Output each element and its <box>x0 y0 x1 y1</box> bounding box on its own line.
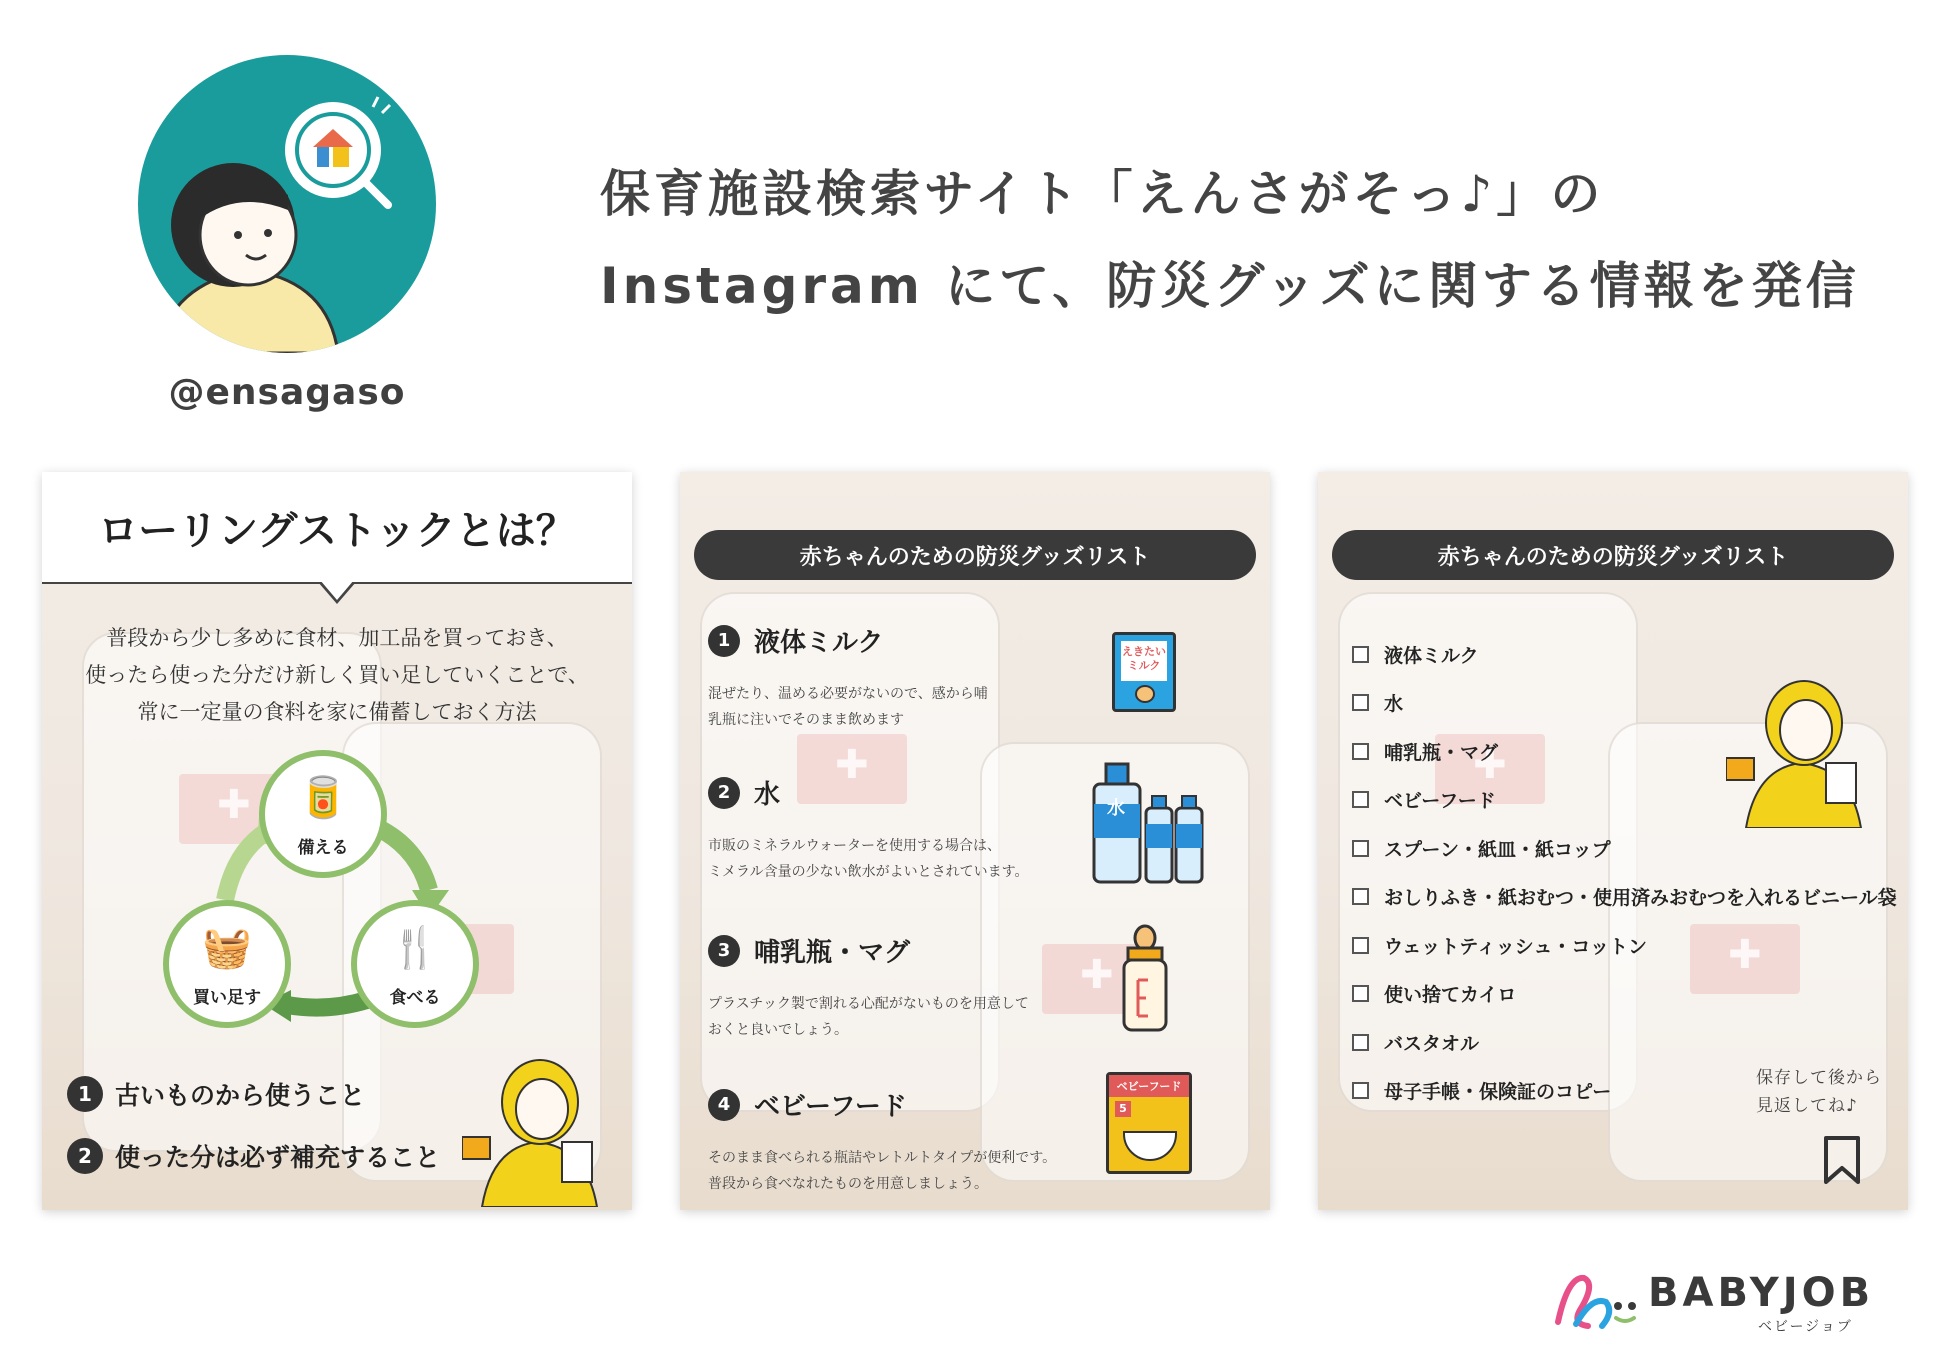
card-rolling-stock[interactable] <box>42 472 632 1210</box>
headline-line-2: Instagram にて、防災グッズに関する情報を発信 <box>600 257 1860 315</box>
checklist-item[interactable]: ベビーフード <box>1352 776 1897 825</box>
headline-line-1: 保育施設検索サイト「えんさがそっ♪」の <box>600 165 1605 223</box>
cycle-node-stock: 🥫 備える <box>259 750 387 878</box>
list-banner: 赤ちゃんのための防災グッズリスト <box>1332 530 1894 580</box>
goods-item: 2 水 市販のミネラルウォーターを使用する場合は、 ミメラル含量の少ない飲水がよいとされています。 <box>708 774 1128 885</box>
checkbox[interactable] <box>1352 840 1369 857</box>
bookmark-icon[interactable] <box>1822 1136 1862 1184</box>
headline <box>600 148 1880 332</box>
logo-text: BABYJOB <box>1648 1270 1875 1316</box>
checklist-item[interactable]: バスタオル <box>1352 1018 1897 1067</box>
goods-item: 4 ベビーフード そのまま食べられる瓶詰やレトルトタイプが便利です。 普段から食べなれたものを用意しましょう。 <box>708 1086 1128 1197</box>
woman-holding-food-icon <box>1726 668 1876 828</box>
save-note: 保存して後から 見返してね♪ <box>1756 1068 1882 1116</box>
checklist-item[interactable]: 液体ミルク <box>1352 630 1897 679</box>
title-pointer <box>318 582 356 604</box>
babyjob-mark-icon <box>1548 1266 1648 1338</box>
checklist-item[interactable]: 使い捨てカイロ <box>1352 970 1897 1019</box>
woman-holding-food-icon <box>462 1047 612 1207</box>
checklist-item[interactable]: 哺乳瓶・マグ <box>1352 727 1897 776</box>
cycle-node-eat: 🍴 食べる <box>351 900 479 1028</box>
checkbox[interactable] <box>1352 1082 1369 1099</box>
avatar-illustration-icon <box>138 55 436 353</box>
goods-item: 1 液体ミルク 混ぜたり、温める必要がないので、感から哺 乳瓶に注いでそのまま飲めます <box>708 622 1128 733</box>
canned-food-icon: 🥫 <box>298 775 348 821</box>
shopping-basket-icon: 🧺 <box>202 925 252 971</box>
checklist-item[interactable]: ウェットティッシュ・コットン <box>1352 921 1897 970</box>
profile-avatar[interactable] <box>138 55 436 353</box>
card-description: 普段から少し多めに食材、加工品を買っておき、 使ったら使った分だけ新しく買い足していくことで、 常に一定量の食料を家に備蓄しておく方法 <box>85 626 589 724</box>
baby-bottle-icon <box>1118 924 1172 1034</box>
water-bottles-icon <box>1088 758 1208 884</box>
checkbox[interactable] <box>1352 1034 1369 1051</box>
logo-subtext: ベビージョブ <box>1758 1319 1853 1335</box>
babyjob-logo <box>1548 1266 1878 1338</box>
checkbox[interactable] <box>1352 985 1369 1002</box>
liquid-milk-icon: えきたい ミルク <box>1112 632 1176 712</box>
checkbox[interactable] <box>1352 646 1369 663</box>
list-banner: 赤ちゃんのための防災グッズリスト <box>694 530 1256 580</box>
goods-item: 3 哺乳瓶・マグ プラスチック製で割れる心配がないものを用意して おくと良いでしょう。 <box>708 932 1128 1043</box>
checklist-item[interactable]: スプーン・紙皿・紙コップ <box>1352 824 1897 873</box>
card-checklist[interactable] <box>1318 472 1908 1210</box>
rolling-stock-cycle <box>167 750 487 1040</box>
spoon-fork-icon: 🍴 <box>390 925 440 971</box>
checkbox[interactable] <box>1352 937 1369 954</box>
checkbox[interactable] <box>1352 694 1369 711</box>
checkbox[interactable] <box>1352 888 1369 905</box>
instagram-handle[interactable]: @ensagaso <box>168 372 406 413</box>
checklist-item[interactable]: 水 <box>1352 679 1897 728</box>
baby-food-icon: ベビーフード 5 <box>1106 1072 1192 1174</box>
checkbox[interactable] <box>1352 743 1369 760</box>
checklist-item[interactable]: おしりふき・紙おむつ・使用済みおむつを入れるビニール袋 <box>1352 873 1897 922</box>
checklist-item[interactable]: 母子手帳・保険証のコピー <box>1352 1067 1897 1116</box>
card-title: ローリングストックとは？ <box>42 472 632 584</box>
rule-item: 1 古いものから使うこと <box>67 1076 365 1112</box>
card-goods-detail[interactable]: ✚ ✚ 赤ちゃんのための防災グッズリスト 1 液体ミルク 混ぜたり、温める必要がないので、感から哺 乳瓶に注いでそのまま飲めます 2 水 市販のミネラルウォーターを使用する場合は、 ミメラル含量の少ない飲水がよいとされています。 3 哺乳瓶・マグ プラスチック製で割れる心配がないものを用意して おくと良いでしょう。 4 ベビーフード そのまま食べられる瓶詰やレトルトタイプが便利です。 普段から食べなれたものを用意しましょう。 えきたい ミルク 水 ベビーフード 5 <box>680 472 1270 1210</box>
rule-item: 2 使った分は必ず補充すること <box>67 1138 440 1174</box>
cycle-node-buy: 🧺 買い足す <box>163 900 291 1028</box>
checkbox[interactable] <box>1352 791 1369 808</box>
